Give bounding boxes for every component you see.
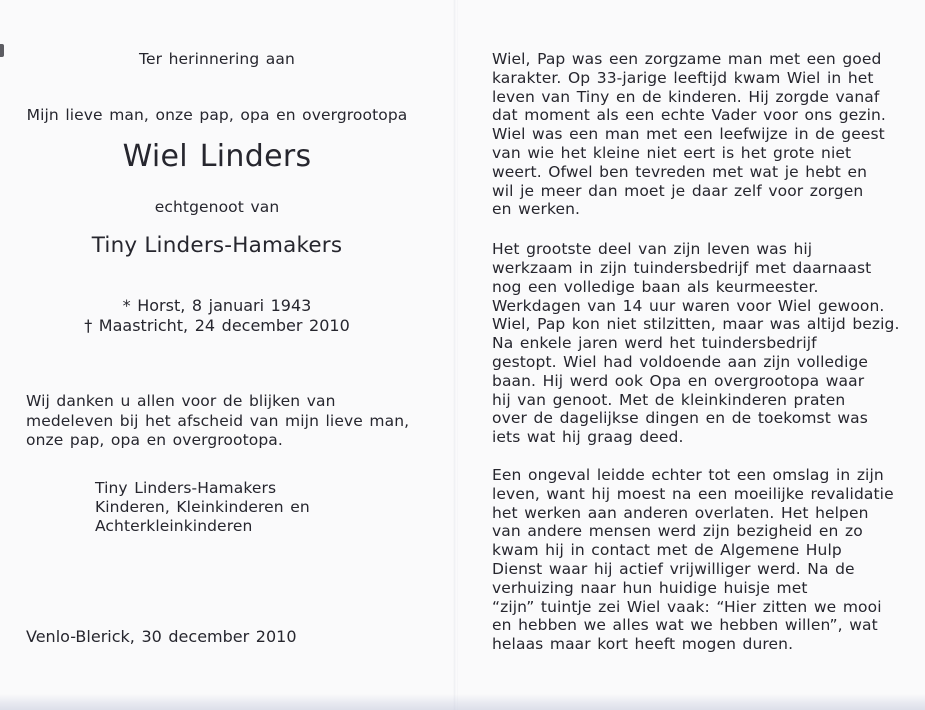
text-line: kwam hij in contact met de Algemene Hulp — [492, 541, 842, 560]
biography-paragraph-3 — [492, 466, 917, 654]
text-line: Wiel was een man met een leefwijze in de geest — [492, 125, 885, 144]
text-line: gestopt. Wiel had voldoende aan zijn volledige — [492, 352, 869, 371]
text-line: iets wat hij graag deed. — [492, 428, 684, 447]
text-line: karakter. Op 33-jarige leeftijd kwam Wiel in het — [492, 68, 874, 87]
text-line: Achterkleinkinderen — [95, 516, 253, 535]
text-line: Wiel, Pap kon niet stilzitten, maar was altijd bezig. — [492, 315, 900, 334]
signature-block — [95, 479, 310, 535]
biography-paragraph-1 — [492, 50, 917, 219]
text-line: Wij danken u allen voor de blijken van — [26, 392, 336, 410]
text-line: Tiny Linders-Hamakers — [95, 479, 277, 497]
text-line: weert. Ofwel ben tevreden met wat je hebt en — [492, 162, 868, 181]
text-line: Na enkele jaren werd het tuindersbedrijf — [492, 334, 817, 353]
spouse-of-label: echtgenoot van — [154, 198, 280, 216]
thanks-paragraph — [26, 392, 409, 451]
text-line: onze pap, opa en overgrootopa. — [26, 431, 283, 449]
text-line: het werken aan anderen overlaten. Het helpen — [492, 503, 869, 522]
text-line: “zijn” tuintje zei Wiel vaak: “Hier zitten we mooi — [492, 597, 882, 616]
place-date-line: Venlo-Blerick, 30 december 2010 — [26, 627, 297, 646]
text-line: medeleven bij het afscheid van mijn lieve man, — [26, 411, 410, 430]
text-line: en werken. — [492, 200, 581, 219]
in-memoriam-label: Ter herinnering aan — [139, 50, 295, 68]
relation-line: Mijn lieve man, onze pap, opa en overgrootopa — [26, 106, 408, 124]
life-dates — [0, 296, 434, 336]
text-line: over de dagelijkse dingen en de toekomst was — [492, 409, 868, 428]
text-line: verhuizing naar hun huidige huisje met — [492, 578, 808, 597]
text-line: leven, want hij moest na een moeilijke revalidatie — [492, 484, 894, 503]
text-line: werkzaam in zijn tuindersbedrijf met daarnaast — [492, 258, 872, 277]
text-line: Een ongeval leidde echter tot een omslag in zijn — [492, 465, 884, 484]
text-line: wil je meer dan moet je daar zelf voor zorgen — [492, 181, 864, 200]
text-line: van wie het kleine niet eert is het grote niet — [492, 143, 852, 162]
biography-column — [492, 50, 917, 654]
text-line: helaas maar kort heeft mogen duren. — [492, 635, 794, 654]
text-line: Het grootste deel van zijn leven was hij — [492, 240, 813, 259]
death-date-line: † Maastricht, 24 december 2010 — [84, 316, 350, 335]
text-line: Kinderen, Kleinkinderen en — [95, 497, 310, 516]
text-line: van andere mensen werd zijn bezigheid en zo — [492, 522, 863, 541]
birth-date-line: * Horst, 8 januari 1943 — [122, 296, 312, 315]
text-line: en hebben we alles wat we hebben willen”, wat — [492, 616, 878, 635]
text-line: dat moment als een echte Vader voor ons gezin. — [492, 106, 886, 125]
text-line: Wiel, Pap was een zorgzame man met een goed — [492, 50, 882, 68]
scan-bottom-shadow — [0, 694, 925, 710]
card-fold-line — [453, 0, 458, 710]
text-line: hij van genoot. Met de kleinkinderen praten — [492, 390, 846, 409]
spouse-name: Tiny Linders-Hamakers — [91, 233, 343, 258]
biography-paragraph-2 — [492, 240, 917, 447]
text-line: baan. Hij werd ook Opa en overgrootopa waar — [492, 371, 865, 390]
text-line: nog een volledige baan als keurmeester. — [492, 277, 819, 296]
text-line: Werkdagen van 14 uur waren voor Wiel gewoon. — [492, 296, 885, 315]
deceased-name: Wiel Linders — [122, 139, 312, 174]
text-line: Dienst waar hij actief vrijwilliger werd. Na de — [492, 559, 855, 578]
text-line: leven van Tiny en de kinderen. Hij zorgde vanaf — [492, 87, 880, 106]
